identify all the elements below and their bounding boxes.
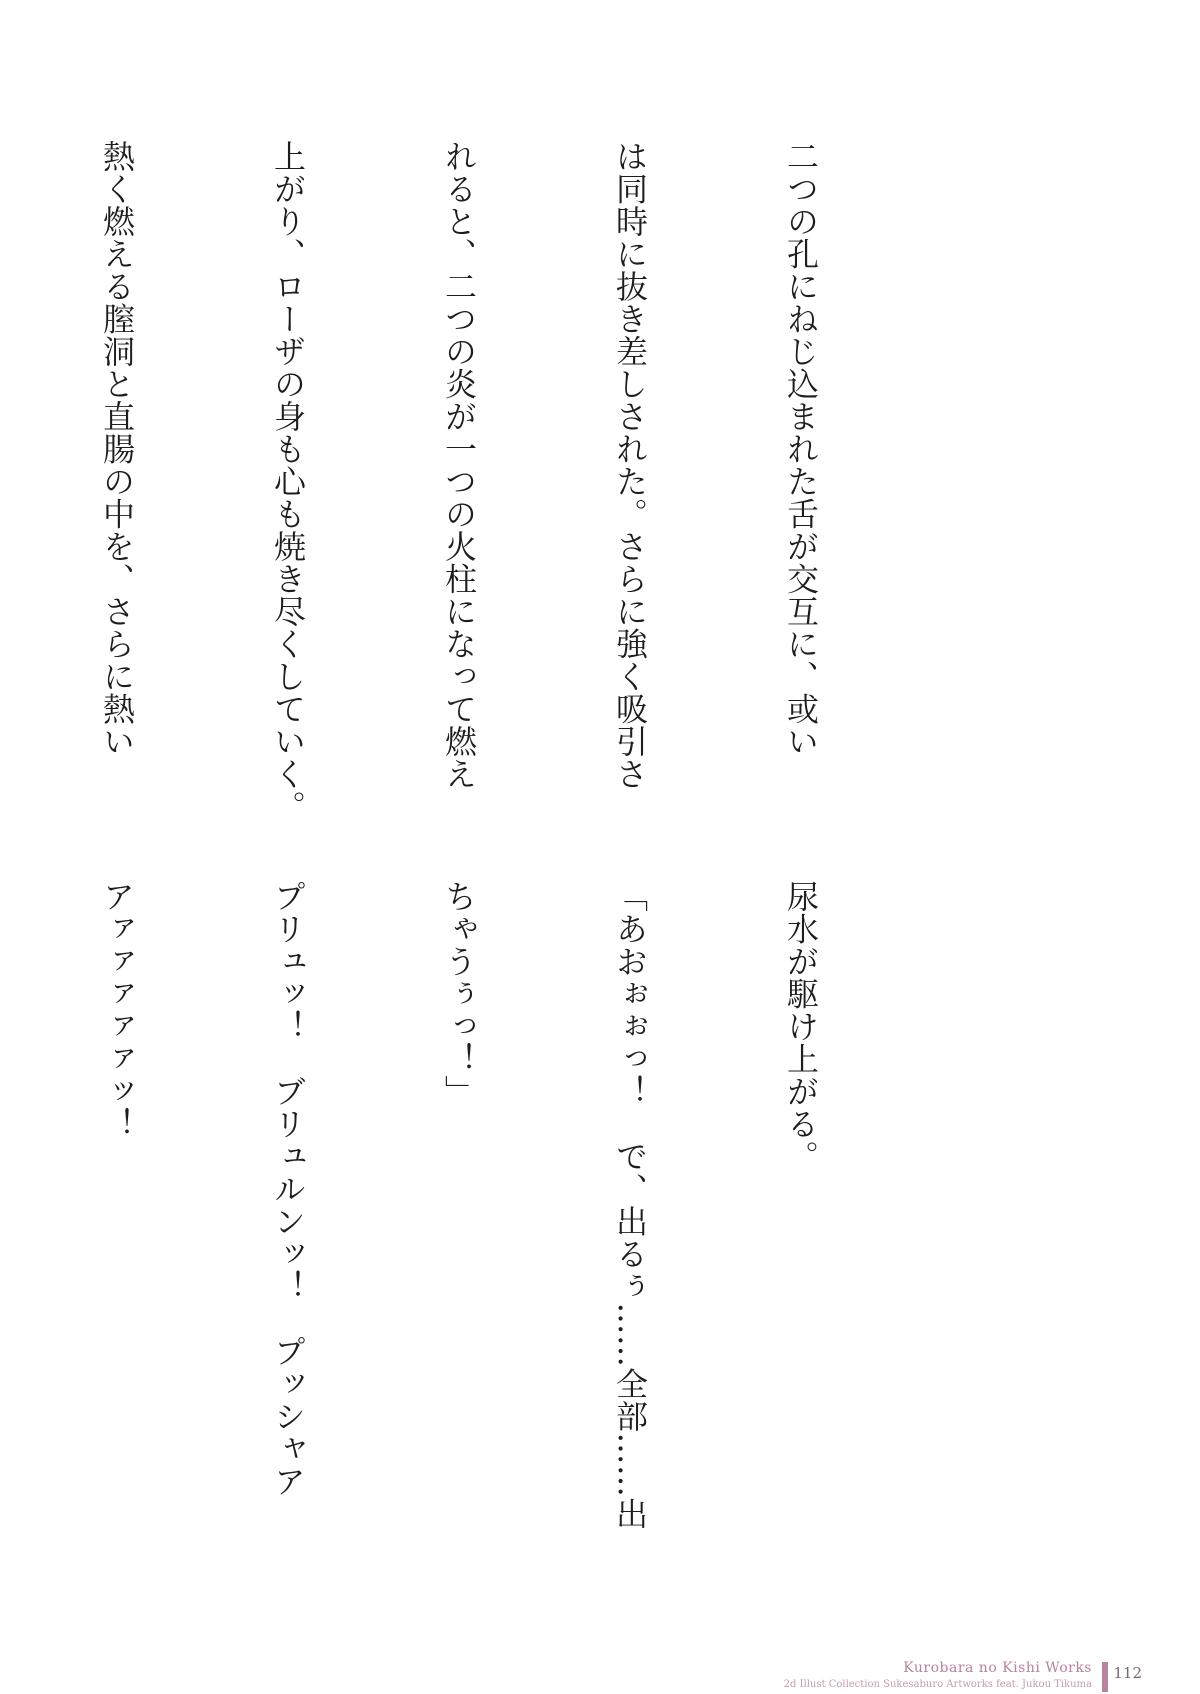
upper-text-block — [98, 140, 943, 823]
text-line: プリュッ！ ブリュルンッ！ プッシャア — [269, 880, 307, 1498]
text-line: は同時に抜き差しされた。さらに強く吸引さ — [611, 140, 649, 790]
book-title: Kurobara no Kishi Works — [903, 1660, 1092, 1676]
text-line: 二つの孔にねじ込まれた舌が交互に、或い — [782, 140, 820, 758]
book-subtitle: 2d Illust Collection Sukesaburo Artworks feat. Jukou Tikuma — [783, 1679, 1092, 1690]
text-line: ちゃうぅっ！」 — [440, 880, 478, 1108]
text-line: れると、二つの炎が一つの火柱になって燃え — [440, 140, 478, 790]
text-line: 「あおぉぉっ！ で、出るぅ……全部……出 — [611, 880, 649, 1530]
page-number: 112 — [1113, 1664, 1142, 1682]
lower-text-block — [98, 880, 943, 1530]
text-line: アァァァァァッ！ — [98, 880, 136, 1140]
text-line: 熱く燃える膣洞と直腸の中を、さらに熱い — [98, 140, 136, 758]
text-line: 上がり、ローザの身も心も焼き尽くしていく。 — [269, 140, 307, 823]
page-footer — [780, 1660, 1180, 1694]
text-line: 尿水が駆け上がる。 — [782, 880, 820, 1173]
footer-divider — [1102, 1662, 1108, 1692]
